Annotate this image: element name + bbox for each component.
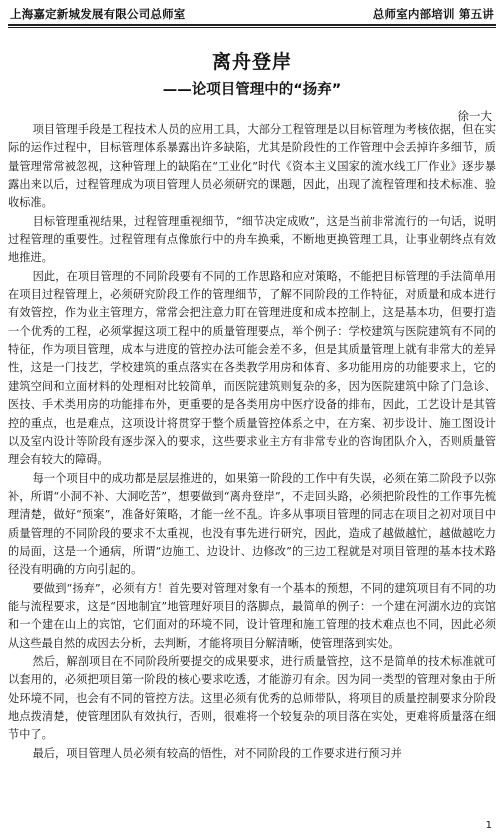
- page-number: 1: [485, 820, 492, 831]
- paragraph: 因此，在项目管理的不同阶段要有不同的工作思路和应对策略，不能把目标管理的手法简单用在项目过程管理上，必须研究阶段工作的管理细节，了解不同阶段的工作特征，对质量和成本进行有效管控，作为业主管理方，常常会把注意力盯在管理进度和成本控制上，这是基本功，但要打造一个优秀的工程，必须掌握这项工程中的质量管理要点，举个例子：学校建筑与医院建筑有不同的特征，作为项目管理，成本与进度的管控办法可能会差不多，但是其质量管理上就有非常大的差异性，这是一门技艺，学校建筑的重点落实在各类教学用房和体育、多功能用房的功能要求上，它的建筑空间和立面材料的处理相对比较简单，而医院建筑则复杂的多，因为医院建筑中除了门急诊、医技、手术类用房的功能排布外，更重要的是各类用房中医疗设备的排布，因此，工艺设计是其管控的重点，也是难点，这项设计将贯穿于整个质量管控体系之中，在方案、初步设计、施工图设计以及室内设计等阶段有逐步深入的要求，这些要求业主方有非常专业的咨询团队介入，否则质量管理会有较大的障碍。: [8, 269, 496, 467]
- header-rule: [8, 24, 496, 28]
- paragraph: 项目管理手段是工程技术人员的应用工具，大部分工程管理是以目标管理为考核依据，但在实际的运作过程中，目标管理体系暴露出许多缺陷，尤其是阶段性的工作管理中会丢掉许多细节，质量管理常常被忽视，这种管理上的缺陷在“工业化”时代《资本主义国家的流水线工厂作业》逐步暴露出来以后，过程管理成为项目管理人员必须研究的课题，因此，出现了流程管理和技术标准、验收标准。: [8, 123, 496, 210]
- paragraph: 最后，项目管理人员必须有较高的悟性，对不同阶段的工作要求进行预习并: [32, 746, 402, 760]
- page-header: [10, 5, 494, 23]
- document-title: 离舟登岸: [211, 51, 292, 73]
- document-subtitle: ——论项目管理中的“扬弃”: [162, 82, 342, 98]
- paragraph: 每一个项目中的成功都是层层推进的，如果第一阶段的工作中有失误，必须在第二阶段予以弥补，所谓“小洞不补、大洞吃苦”，想要做到“离舟登岸”，不走回头路，必须把阶段性的工作事先梳理清楚，做好“预案”，准备好策略，才能一丝不乱。许多从事项目管理的同志在项目之初对项目中质量管理的不同阶段的要求不太重视，也没有事先进行研究，因此，造成了越做越忙，越做越吃力的局面，这是一个通病，所谓“边施工、边设计、边修改”的三边工程就是对项目管理的基本技术路径没有明确的方向引起的。: [8, 471, 496, 577]
- paragraph: 要做到“扬弃”，必须有方！首先要对管理对象有一个基本的预想，不同的建筑项目有不同的功能与流程要求，这是“因地制宜”地管理好项目的落脚点，最简单的例子：一个建在河湖水边的宾馆和一个建在山上的宾馆，它们面对的环境不同，设计管理和施工管理的技术难点也不同，因此必须从这些最自然的成因去分析，去判断，才能将项目分解清晰，使管理落到实处。: [8, 581, 496, 650]
- header-course: 总师室内部培训 第五讲: [372, 7, 494, 21]
- paragraph: 然后，解剖项目在不同阶段所要提交的成果要求，进行质量管控，这不是简单的技术标准就可以套用的，必须把项目第一阶段的核心要求吃透，才能游刃有余。因为同一类型的管理对象由于所处环境不同，也会有不同的管控方法。这里必须有优秀的总师带队，将项目的质量控制要求分阶段地点拨清楚，使管理团队有效执行，否则，很难将一个较复杂的项目落在实处，更难将质量落在细节中了。: [8, 654, 496, 742]
- author-name: 徐一大: [457, 109, 492, 123]
- paragraph: 目标管理重视结果，过程管理重视细节，“细节决定成败”，这是当前非常流行的一句话，说明过程管理的重要性。过程管理有点像旅行中的舟车换乘，不断地更换管理工具，让事业朝终点有效地推进。: [8, 214, 496, 265]
- article-body: [8, 121, 496, 763]
- header-company: 上海嘉定新城发展有限公司总师室: [10, 7, 186, 21]
